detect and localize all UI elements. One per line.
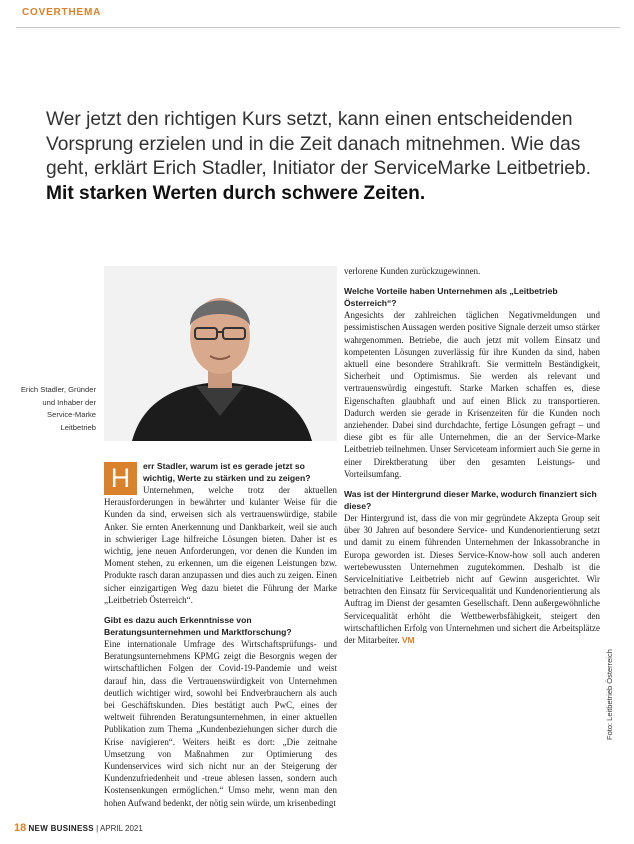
answer-2: Eine internationale Umfrage des Wirtschaftsprüfungs- und Beratungsunternehmens KPMG zeigt die Besorgnis wegen der wirtschaftlichen Folgen der Covid-19-Pandemie und weist darauf hin, dass die Vertrauenswürdigkeit von Unternehmen deutlich wichtiger wird, sowohl bei Endverbrauchern als auch bei Geschäftskunden. Dies bestätigt auch PwC, eines der weltweit führenden Beratungsunternehmen, in einer aktuellen Publikation zum Thema „Kundenbeziehungen sicher durch die Krise navigieren“. Weiters heißt es dort: „Die zeitnahe Umsetzung von Maßnahmen zur Optimierung des Kundenservices wird sich nicht nur an der Steigerung der Kundenzufriedenheit und -treue ablesen lassen, sondern auch Kostensenkungen ermöglichen.“ Umso mehr, wenn man den hohen Aufwand bedenkt, der nötig sein würde, um krisenbedingt [104, 639, 337, 808]
section-label: COVERTHEMA [22, 7, 102, 18]
lead-block [46, 108, 606, 206]
issue-date: APRIL 2021 [99, 824, 143, 833]
header-rule [16, 27, 620, 28]
question-1: err Stadler, warum ist es gerade jetzt so wichtig, Werte zu stärken und zu zeigen? [143, 461, 311, 483]
portrait-photo [104, 266, 337, 441]
question-4: Was ist der Hintergrund dieser Marke, wodurch finanziert sich diese? [344, 489, 597, 512]
article-column-left [104, 460, 337, 809]
answer-4 [344, 512, 600, 646]
portrait-illustration [104, 266, 337, 441]
answer-3: Angesichts der zahlreichen täglichen Negativmeldungen und pessimistischen Aussagen werden positive Signale derzeit umso stärker wahrgenommen. Betriebe, die auch jetzt mit vollem Einsatz und kompetenten Lösungen zuverlässig für ihre Kunden da sind, haben aktuell eine besondere Strahlkraft. Sie vermitteln Beständigkeit, Sicherheit und Optimismus. Sie werden als relevant und vertrauenswürdig eingestuft. Starke Marken schaffen es, diese Eigenschaften glaubhaft und auf einen Blick zu transportieren. Dadurch werden sie gerade in Krisenzeiten für die Kunden noch anziehender. Dabei sind durchdachte, fertige Lösungen gefragt – und diese gibt es für alle Unternehmen, die an der Service-Marke Leitbetrieb teilnehmen. Unser Serviceteam informiert auch Sie gerne in einer Direktberatung über den gesamten Leistungs- und Vorteilsumfang. [344, 310, 600, 479]
photo-caption: Erich Stadler, Gründer und Inhaber der Service-Marke Leitbetrieb [20, 385, 96, 432]
question-2: Gibt es dazu auch Erkenntnisse von Beratungsunternehmen und Marktforschung? [104, 615, 292, 638]
answer-1: Unternehmen, welche trotz der aktuellen Herausforderungen in bewährter und kulanter Weise für die Kunden da sind, erweisen sich als vertrauenswürdige, stabile Anker. Sie ernten Anerkennung und Dankbarkeit, weil sie auch in schwieriger Lage hilfreiche Lösungen bieten. Daher ist es wichtig, jene neuen Anforderungen, vor denen die Kunden im Moment stehen, zu erkennen, um die eigenen Leistungen bzw. Produkte rasch daran anzupassen und dies auch zu zeigen. Einen sicher einzigartigen Weg dazu bietet die Führung der Marke „Leitbetrieb Österreich“. [104, 485, 337, 605]
answer-2-continued: verlorene Kunden zurückzugewinnen. [344, 266, 481, 276]
question-3: Welche Vorteile haben Unternehmen als „Leitbetrieb Österreich“? [344, 286, 558, 309]
footer-separator: | [96, 824, 99, 833]
author-initials: VM [401, 635, 415, 646]
magazine-name: NEW BUSINESS [28, 824, 94, 833]
dropcap: H [104, 462, 137, 495]
article-column-right [344, 265, 600, 646]
headline: Mit starken Werten durch schwere Zeiten. [46, 182, 426, 204]
answer-4-text: Der Hintergrund ist, dass die von mir gegründete Akzepta Group seit über 30 Jahren auf besondere Service- und Kundenorientierung setzt und damit zu einem führenden Unternehmen der Inkassobranche in Europa geworden ist. Dieses Service-Know-how soll auch anderen wertebewussten Unternehmen zugutekommen. Deshalb ist die ServiceInitiative Leitbetrieb nicht auf Gewinn ausgerichtet. Wir betrachten den Einsatz für Servicequalität und Kundenorientierung als Auftrag im Dienst der gesamten Gesellschaft. Denn außergewöhnliche Servicequalität erhöht die Wettbewerbsfähigkeit, steigert den wirtschaftlichen Erfolg von Unternehmen und sichert die Arbeitsplätze der Mitarbeiter. [344, 513, 600, 646]
photo-credit: Foto: Leitbetrieb Österreich [605, 649, 614, 740]
page-number: 18 [14, 822, 27, 834]
footer [14, 822, 143, 834]
lead-text: Wer jetzt den richtigen Kurs setzt, kann einen entscheidenden Vorsprung erzielen und in die Zeit danach mitnehmen. Wie das geht, erklärt Erich Stadler, Initiator der ServiceMarke Leitbetrieb. [46, 109, 591, 180]
